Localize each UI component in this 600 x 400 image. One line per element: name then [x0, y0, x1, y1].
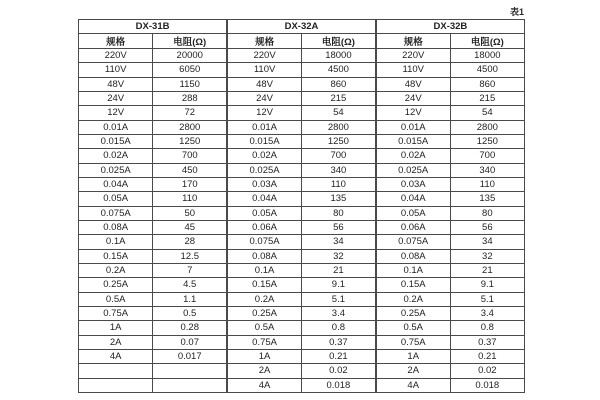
table-row: [79, 192, 525, 206]
col-header-spec-2: 规格: [227, 34, 301, 49]
spec-cell: 110V: [79, 63, 153, 77]
resistance-cell: 0.37: [450, 335, 524, 349]
spec-cell: 220V: [376, 49, 450, 63]
resistance-cell: 215: [301, 91, 375, 105]
resistance-cell: [153, 364, 227, 378]
resistance-cell: 80: [301, 206, 375, 220]
resistance-cell: 340: [450, 163, 524, 177]
resistance-cell: 45: [153, 220, 227, 234]
spec-cell: 0.2A: [376, 292, 450, 306]
table-row: [79, 77, 525, 91]
resistance-cell: 54: [450, 106, 524, 120]
resistance-cell: 215: [450, 91, 524, 105]
resistance-cell: 1150: [153, 77, 227, 91]
spec-cell: 12V: [79, 106, 153, 120]
spec-cell: 0.2A: [79, 263, 153, 277]
resistance-cell: 9.1: [450, 278, 524, 292]
spec-cell: 110V: [376, 63, 450, 77]
resistance-cell: 2800: [450, 120, 524, 134]
spec-cell: 4A: [79, 349, 153, 363]
table-row: [79, 91, 525, 105]
resistance-cell: 288: [153, 91, 227, 105]
resistance-cell: 860: [450, 77, 524, 91]
spec-cell: 0.1A: [376, 263, 450, 277]
resistance-cell: 28: [153, 235, 227, 249]
spec-cell: 0.02A: [79, 149, 153, 163]
resistance-cell: 3.4: [450, 306, 524, 320]
resistance-cell: 0.018: [301, 378, 375, 392]
spec-cell: 0.5A: [79, 292, 153, 306]
spec-cell: 4A: [227, 378, 301, 392]
table-row: [79, 134, 525, 148]
spec-cell: 0.1A: [227, 263, 301, 277]
resistance-cell: 0.07: [153, 335, 227, 349]
table-row: [79, 49, 525, 63]
spec-cell: 1A: [79, 321, 153, 335]
spec-cell: 220V: [227, 49, 301, 63]
resistance-cell: 2800: [301, 120, 375, 134]
table-row: [79, 292, 525, 306]
spec-cell: 0.02A: [376, 149, 450, 163]
resistance-cell: 1250: [450, 134, 524, 148]
resistance-cell: 21: [301, 263, 375, 277]
resistance-cell: 0.8: [450, 321, 524, 335]
group-header-dx32b: DX-32B: [376, 20, 525, 34]
spec-cell: 2A: [79, 335, 153, 349]
spec-cell: 0.05A: [79, 192, 153, 206]
table-row: [79, 63, 525, 77]
table-row: [79, 120, 525, 134]
spec-cell: 0.025A: [79, 163, 153, 177]
table-row: [79, 149, 525, 163]
resistance-cell: 0.21: [450, 349, 524, 363]
col-header-spec-1: 规格: [79, 34, 153, 49]
resistance-cell: 3.4: [301, 306, 375, 320]
resistance-cell: 700: [450, 149, 524, 163]
resistance-cell: 12.5: [153, 249, 227, 263]
resistance-cell: 0.02: [450, 364, 524, 378]
resistance-cell: 4.5: [153, 278, 227, 292]
resistance-cell: 0.017: [153, 349, 227, 363]
table-body: [79, 49, 525, 393]
resistance-cell: 700: [301, 149, 375, 163]
spec-cell: 12V: [227, 106, 301, 120]
spec-cell: 0.02A: [227, 149, 301, 163]
spec-cell: 0.04A: [376, 192, 450, 206]
col-header-resistance-2: 电阻(Ω): [301, 34, 375, 49]
resistance-cell: 18000: [450, 49, 524, 63]
spec-cell: 0.05A: [227, 206, 301, 220]
spec-cell: [79, 378, 153, 392]
resistance-cell: 5.1: [301, 292, 375, 306]
resistance-cell: 18000: [301, 49, 375, 63]
column-header-row: [79, 34, 525, 49]
spec-cell: 0.025A: [376, 163, 450, 177]
spec-cell: 0.08A: [79, 220, 153, 234]
spec-cell: 2A: [227, 364, 301, 378]
spec-cell: 48V: [227, 77, 301, 91]
resistance-cell: 34: [450, 235, 524, 249]
spec-cell: 0.2A: [227, 292, 301, 306]
resistance-cell: 0.21: [301, 349, 375, 363]
resistance-cell: 20000: [153, 49, 227, 63]
table-row: [79, 321, 525, 335]
spec-cell: 0.08A: [227, 249, 301, 263]
spec-cell: 0.025A: [227, 163, 301, 177]
resistance-cell: 7: [153, 263, 227, 277]
resistance-cell: 1250: [301, 134, 375, 148]
table-header: [79, 20, 525, 49]
resistance-cell: 170: [153, 177, 227, 191]
spec-cell: 0.5A: [227, 321, 301, 335]
resistance-cell: 340: [301, 163, 375, 177]
spec-cell: 0.75A: [79, 306, 153, 320]
resistance-cell: 135: [301, 192, 375, 206]
spec-cell: 24V: [376, 91, 450, 105]
col-header-resistance-1: 电阻(Ω): [153, 34, 227, 49]
spec-cell: 0.03A: [227, 177, 301, 191]
table-caption: 表1: [509, 7, 524, 17]
table-row: [79, 177, 525, 191]
spec-cell: 0.04A: [227, 192, 301, 206]
resistance-cell: 110: [301, 177, 375, 191]
resistance-cell: 32: [450, 249, 524, 263]
resistance-cell: 56: [450, 220, 524, 234]
resistance-cell: 34: [301, 235, 375, 249]
spec-cell: 2A: [376, 364, 450, 378]
spec-cell: 0.25A: [227, 306, 301, 320]
table-row: [79, 235, 525, 249]
spec-cell: 0.015A: [79, 134, 153, 148]
resistance-cell: 50: [153, 206, 227, 220]
resistance-cell: 0.018: [450, 378, 524, 392]
table-row: [79, 278, 525, 292]
spec-cell: 1A: [376, 349, 450, 363]
resistance-cell: 56: [301, 220, 375, 234]
spec-cell: 0.015A: [376, 134, 450, 148]
resistance-spec-table: [78, 19, 525, 393]
spec-cell: 0.075A: [227, 235, 301, 249]
resistance-cell: 72: [153, 106, 227, 120]
spec-cell: 0.5A: [376, 321, 450, 335]
resistance-cell: 4500: [301, 63, 375, 77]
resistance-cell: 2800: [153, 120, 227, 134]
resistance-cell: 80: [450, 206, 524, 220]
table-row: [79, 378, 525, 392]
table-row: [79, 206, 525, 220]
spec-cell: 0.1A: [79, 235, 153, 249]
table-row: [79, 364, 525, 378]
resistance-cell: 0.28: [153, 321, 227, 335]
spec-cell: 0.075A: [79, 206, 153, 220]
resistance-cell: 9.1: [301, 278, 375, 292]
spec-cell: 12V: [376, 106, 450, 120]
table-row: [79, 349, 525, 363]
resistance-cell: 110: [153, 192, 227, 206]
spec-cell: 0.08A: [376, 249, 450, 263]
table-row: [79, 306, 525, 320]
col-header-resistance-3: 电阻(Ω): [450, 34, 524, 49]
group-header-dx32a: DX-32A: [227, 20, 376, 34]
table-row: [79, 220, 525, 234]
spec-cell: 110V: [227, 63, 301, 77]
resistance-cell: 5.1: [450, 292, 524, 306]
spec-cell: 0.05A: [376, 206, 450, 220]
resistance-cell: 54: [301, 106, 375, 120]
table-row: [79, 249, 525, 263]
resistance-cell: 1250: [153, 134, 227, 148]
resistance-cell: 0.02: [301, 364, 375, 378]
spec-cell: 24V: [79, 91, 153, 105]
resistance-cell: 0.37: [301, 335, 375, 349]
spec-cell: 0.75A: [376, 335, 450, 349]
spec-cell: 0.15A: [227, 278, 301, 292]
resistance-cell: 110: [450, 177, 524, 191]
spec-cell: 0.15A: [376, 278, 450, 292]
resistance-cell: 860: [301, 77, 375, 91]
spec-cell: 0.04A: [79, 177, 153, 191]
spec-cell: 0.75A: [227, 335, 301, 349]
resistance-cell: 0.8: [301, 321, 375, 335]
group-header-row: [79, 20, 525, 34]
spec-cell: 24V: [227, 91, 301, 105]
col-header-spec-3: 规格: [376, 34, 450, 49]
table-row: [79, 106, 525, 120]
resistance-cell: 700: [153, 149, 227, 163]
spec-cell: 0.15A: [79, 249, 153, 263]
table-row: [79, 335, 525, 349]
resistance-cell: 6050: [153, 63, 227, 77]
group-header-dx31b: DX-31B: [79, 20, 228, 34]
resistance-cell: [153, 378, 227, 392]
resistance-cell: 21: [450, 263, 524, 277]
spec-cell: 1A: [227, 349, 301, 363]
spec-cell: [79, 364, 153, 378]
spec-cell: 0.01A: [227, 120, 301, 134]
resistance-cell: 0.5: [153, 306, 227, 320]
spec-cell: 0.03A: [376, 177, 450, 191]
resistance-cell: 1.1: [153, 292, 227, 306]
spec-cell: 48V: [376, 77, 450, 91]
resistance-cell: 4500: [450, 63, 524, 77]
spec-cell: 0.25A: [79, 278, 153, 292]
spec-cell: 0.25A: [376, 306, 450, 320]
table-row: [79, 263, 525, 277]
spec-cell: 0.06A: [376, 220, 450, 234]
spec-cell: 0.01A: [376, 120, 450, 134]
table-row: [79, 163, 525, 177]
spec-cell: 48V: [79, 77, 153, 91]
resistance-cell: 32: [301, 249, 375, 263]
spec-cell: 0.06A: [227, 220, 301, 234]
spec-cell: 220V: [79, 49, 153, 63]
spec-cell: 0.015A: [227, 134, 301, 148]
resistance-cell: 135: [450, 192, 524, 206]
spec-cell: 4A: [376, 378, 450, 392]
spec-cell: 0.01A: [79, 120, 153, 134]
resistance-cell: 450: [153, 163, 227, 177]
spec-cell: 0.075A: [376, 235, 450, 249]
